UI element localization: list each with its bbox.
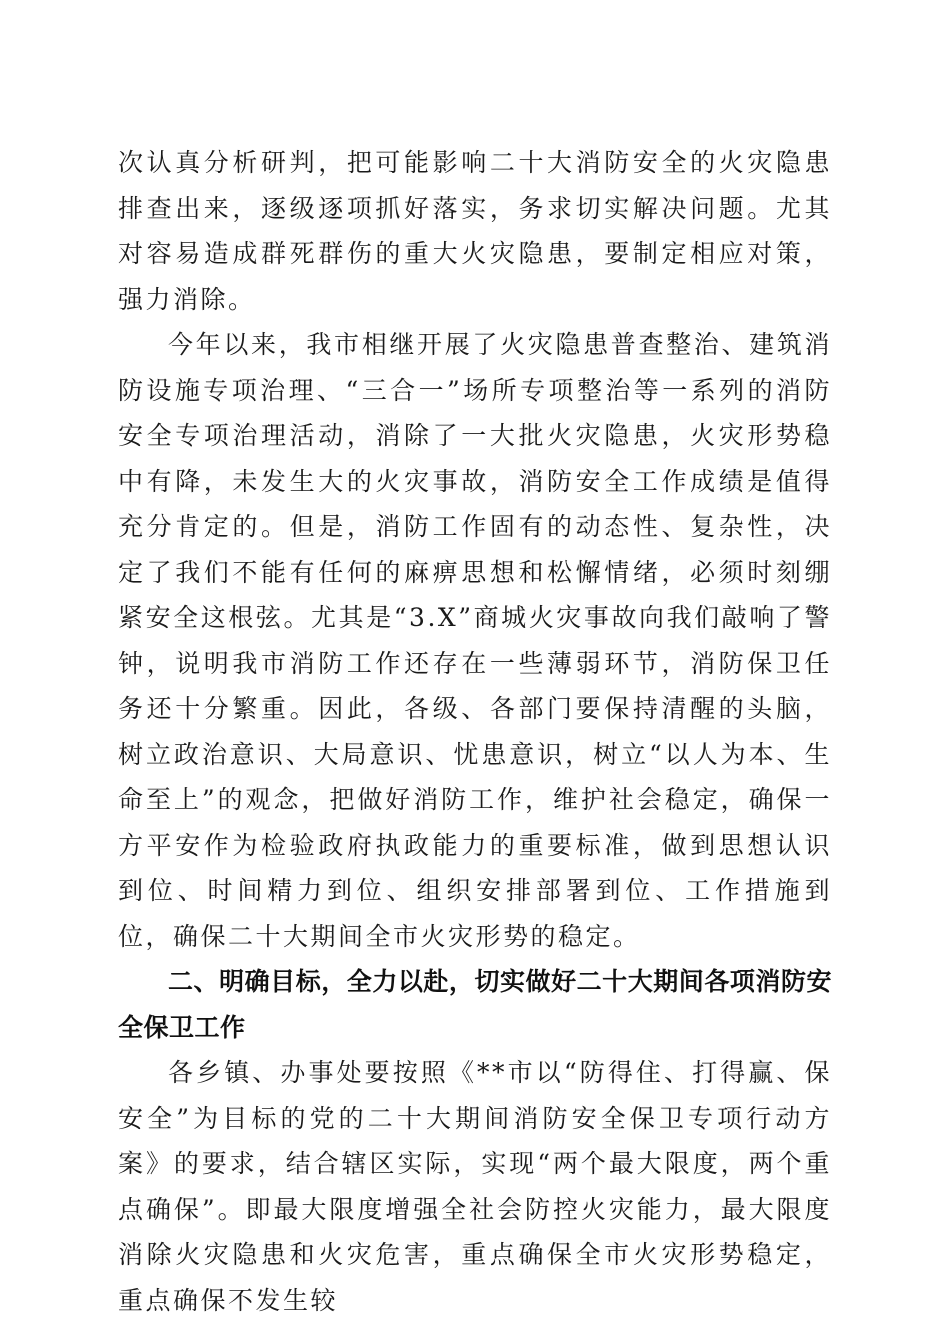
paragraph-continuation: 次认真分析研判，把可能影响二十大消防安全的火灾隐患排查出来，逐级逐项抓好落实，务求切实解决问题。尤其对容易造成群死群伤的重大火灾隐患，要制定相应对策，强力消除。 <box>118 148 832 314</box>
section-heading-two: 二、明确目标，全力以赴，切实做好二十大期间各项消防安全保卫工作 <box>118 967 832 1042</box>
paragraph-current-situation: 今年以来，我市相继开展了火灾隐患普查整治、建筑消防设施专项治理、“三合一”场所专项整治等一系列的消防安全专项治理活动，消除了一大批火灾隐患，火灾形势稳中有降，未发生大的火灾事故，消防安全工作成绩是值得充分肯定的。但是，消防工作固有的动态性、复杂性，决定了我们不能有任何的麻痹思想和松懈情绪，必须时刻绷紧安全这根弦。尤其是“3.X”商城火灾事故向我们敲响了警钟，说明我市消防工作还存在一些薄弱环节，消防保卫任务还十分繁重。因此，各级、各部门要保持清醒的头脑，树立政治意识、大局意识、忧患意识，树立“以人为本、生命至上”的观念，把做好消防工作，维护社会稳定，确保一方平安作为检验政府执政能力的重要标准，做到思想认识到位、时间精力到位、组织安排部署到位、工作措施到位，确保二十大期间全市火灾形势的稳定。 <box>118 330 832 951</box>
document-body <box>118 140 832 1323</box>
paragraph-section-two: 各乡镇、办事处要按照《**市以“防得住、打得赢、保安全”为目标的党的二十大期间消防安全保卫专项行动方案》的要求，结合辖区实际，实现“两个最大限度，两个重点确保”。即最大限度增强全社会防控火灾能力，最大限度消除火灾隐患和火灾危害，重点确保全市火灾形势稳定，重点确保不发生较 <box>118 1058 832 1315</box>
